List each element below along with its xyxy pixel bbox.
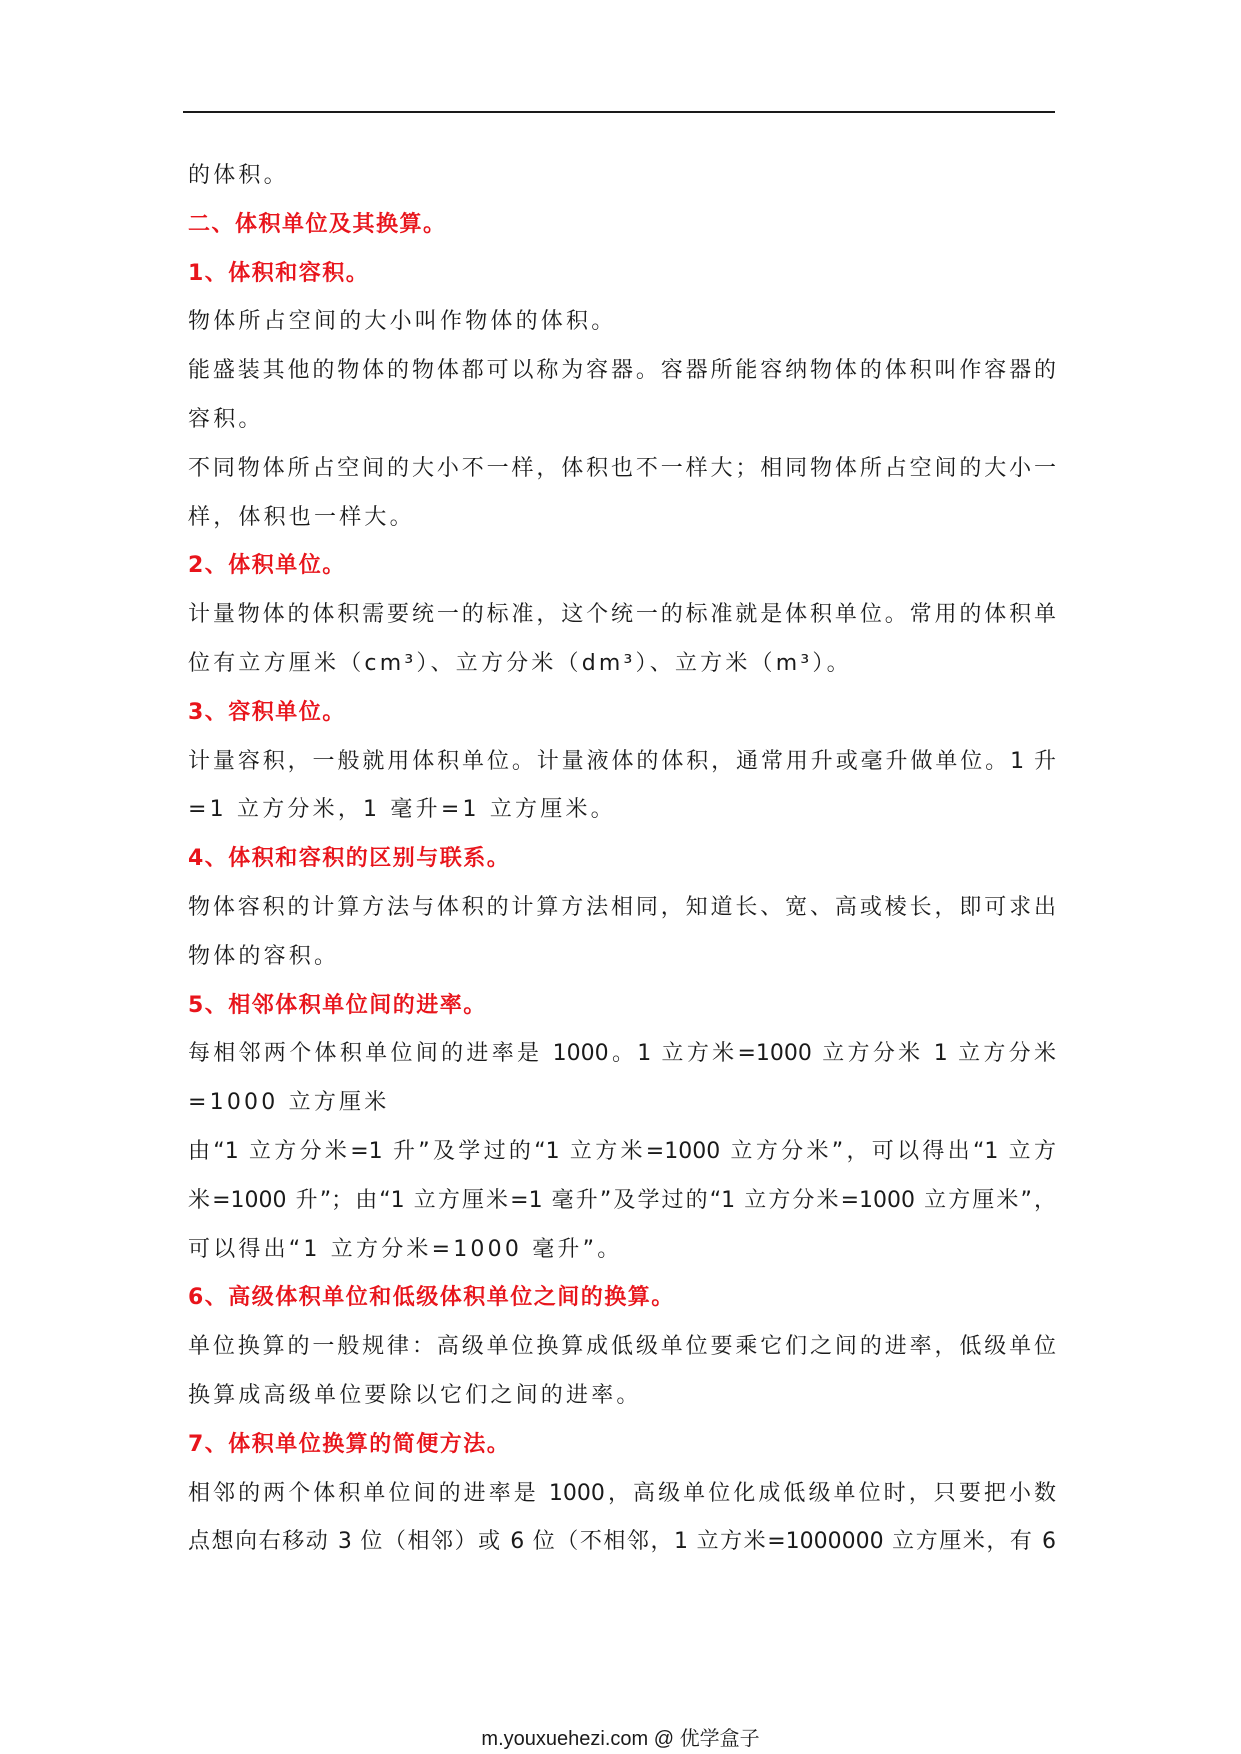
text-line: 不同物体所占空间的大小不一样，体积也不一样大；相同物体所占空间的大小一 (188, 455, 1056, 481)
document-body (188, 152, 1056, 1567)
text-line: 的体积。 (188, 163, 289, 188)
subsection-heading: 1、体积和容积。 (188, 260, 370, 286)
text-line: 计量物体的体积需要统一的标准，这个统一的标准就是体积单位。常用的体积单 (188, 602, 1056, 628)
subsection-heading: 6、高级体积单位和低级体积单位之间的换算。 (188, 1285, 675, 1311)
subsection-heading: 2、体积单位。 (188, 553, 346, 579)
text-line: =1 立方分米，1 毫升=1 立方厘米。 (188, 797, 616, 823)
text-line: 物体所占空间的大小叫作物体的体积。 (188, 309, 617, 335)
text-line: 相邻的两个体积单位间的进率是 1000，高级单位化成低级单位时，只要把小数 (188, 1480, 1056, 1506)
text-line: 换算成高级单位要除以它们之间的进率。 (188, 1382, 642, 1408)
text-line: 容积。 (188, 406, 264, 432)
text-line: 可以得出“1 立方分米=1000 毫升”。 (188, 1236, 623, 1262)
header-rule (183, 111, 1055, 113)
text-line: 点想向右移动 3 位（相邻）或 6 位（不相邻，1 立方米=1000000 立方厘米，有 6 (188, 1529, 1056, 1555)
text-line: 物体容积的计算方法与体积的计算方法相同，知道长、宽、高或棱长，即可求出 (188, 894, 1056, 920)
text-line: 单位换算的一般规律：高级单位换算成低级单位要乘它们之间的进率，低级单位 (188, 1334, 1056, 1360)
text-line: =1000 立方厘米 (188, 1090, 390, 1116)
text-line: 计量容积，一般就用体积单位。计量液体的体积，通常用升或毫升做单位。1 升 (188, 748, 1056, 774)
text-line: 由“1 立方分米=1 升”及学过的“1 立方米=1000 立方分米”，可以得出“1 立方 (188, 1138, 1056, 1164)
footer-url[interactable]: m.youxuehezi.com @ 优学盒子 (481, 1728, 760, 1750)
text-line: 样，体积也一样大。 (188, 504, 415, 530)
text-line: 物体的容积。 (188, 943, 340, 969)
subsection-heading: 5、相邻体积单位间的进率。 (188, 992, 487, 1018)
text-line: 位有立方厘米（cm³）、立方分米（dm³）、立方米（m³）。 (188, 650, 852, 676)
text-line: 米=1000 升”；由“1 立方厘米=1 毫升”及学过的“1 立方分米=1000 立方厘米”， (188, 1187, 1056, 1213)
subsection-heading: 3、容积单位。 (188, 699, 346, 725)
text-line: 能盛装其他的物体的物体都可以称为容器。容器所能容纳物体的体积叫作容器的 (188, 358, 1056, 384)
section-heading: 二、体积单位及其换算。 (188, 211, 447, 237)
text-line: 每相邻两个体积单位间的进率是 1000。1 立方米=1000 立方分米 1 立方分米 (188, 1041, 1056, 1067)
subsection-heading: 7、体积单位换算的简便方法。 (188, 1431, 511, 1457)
subsection-heading: 4、体积和容积的区别与联系。 (188, 846, 511, 872)
